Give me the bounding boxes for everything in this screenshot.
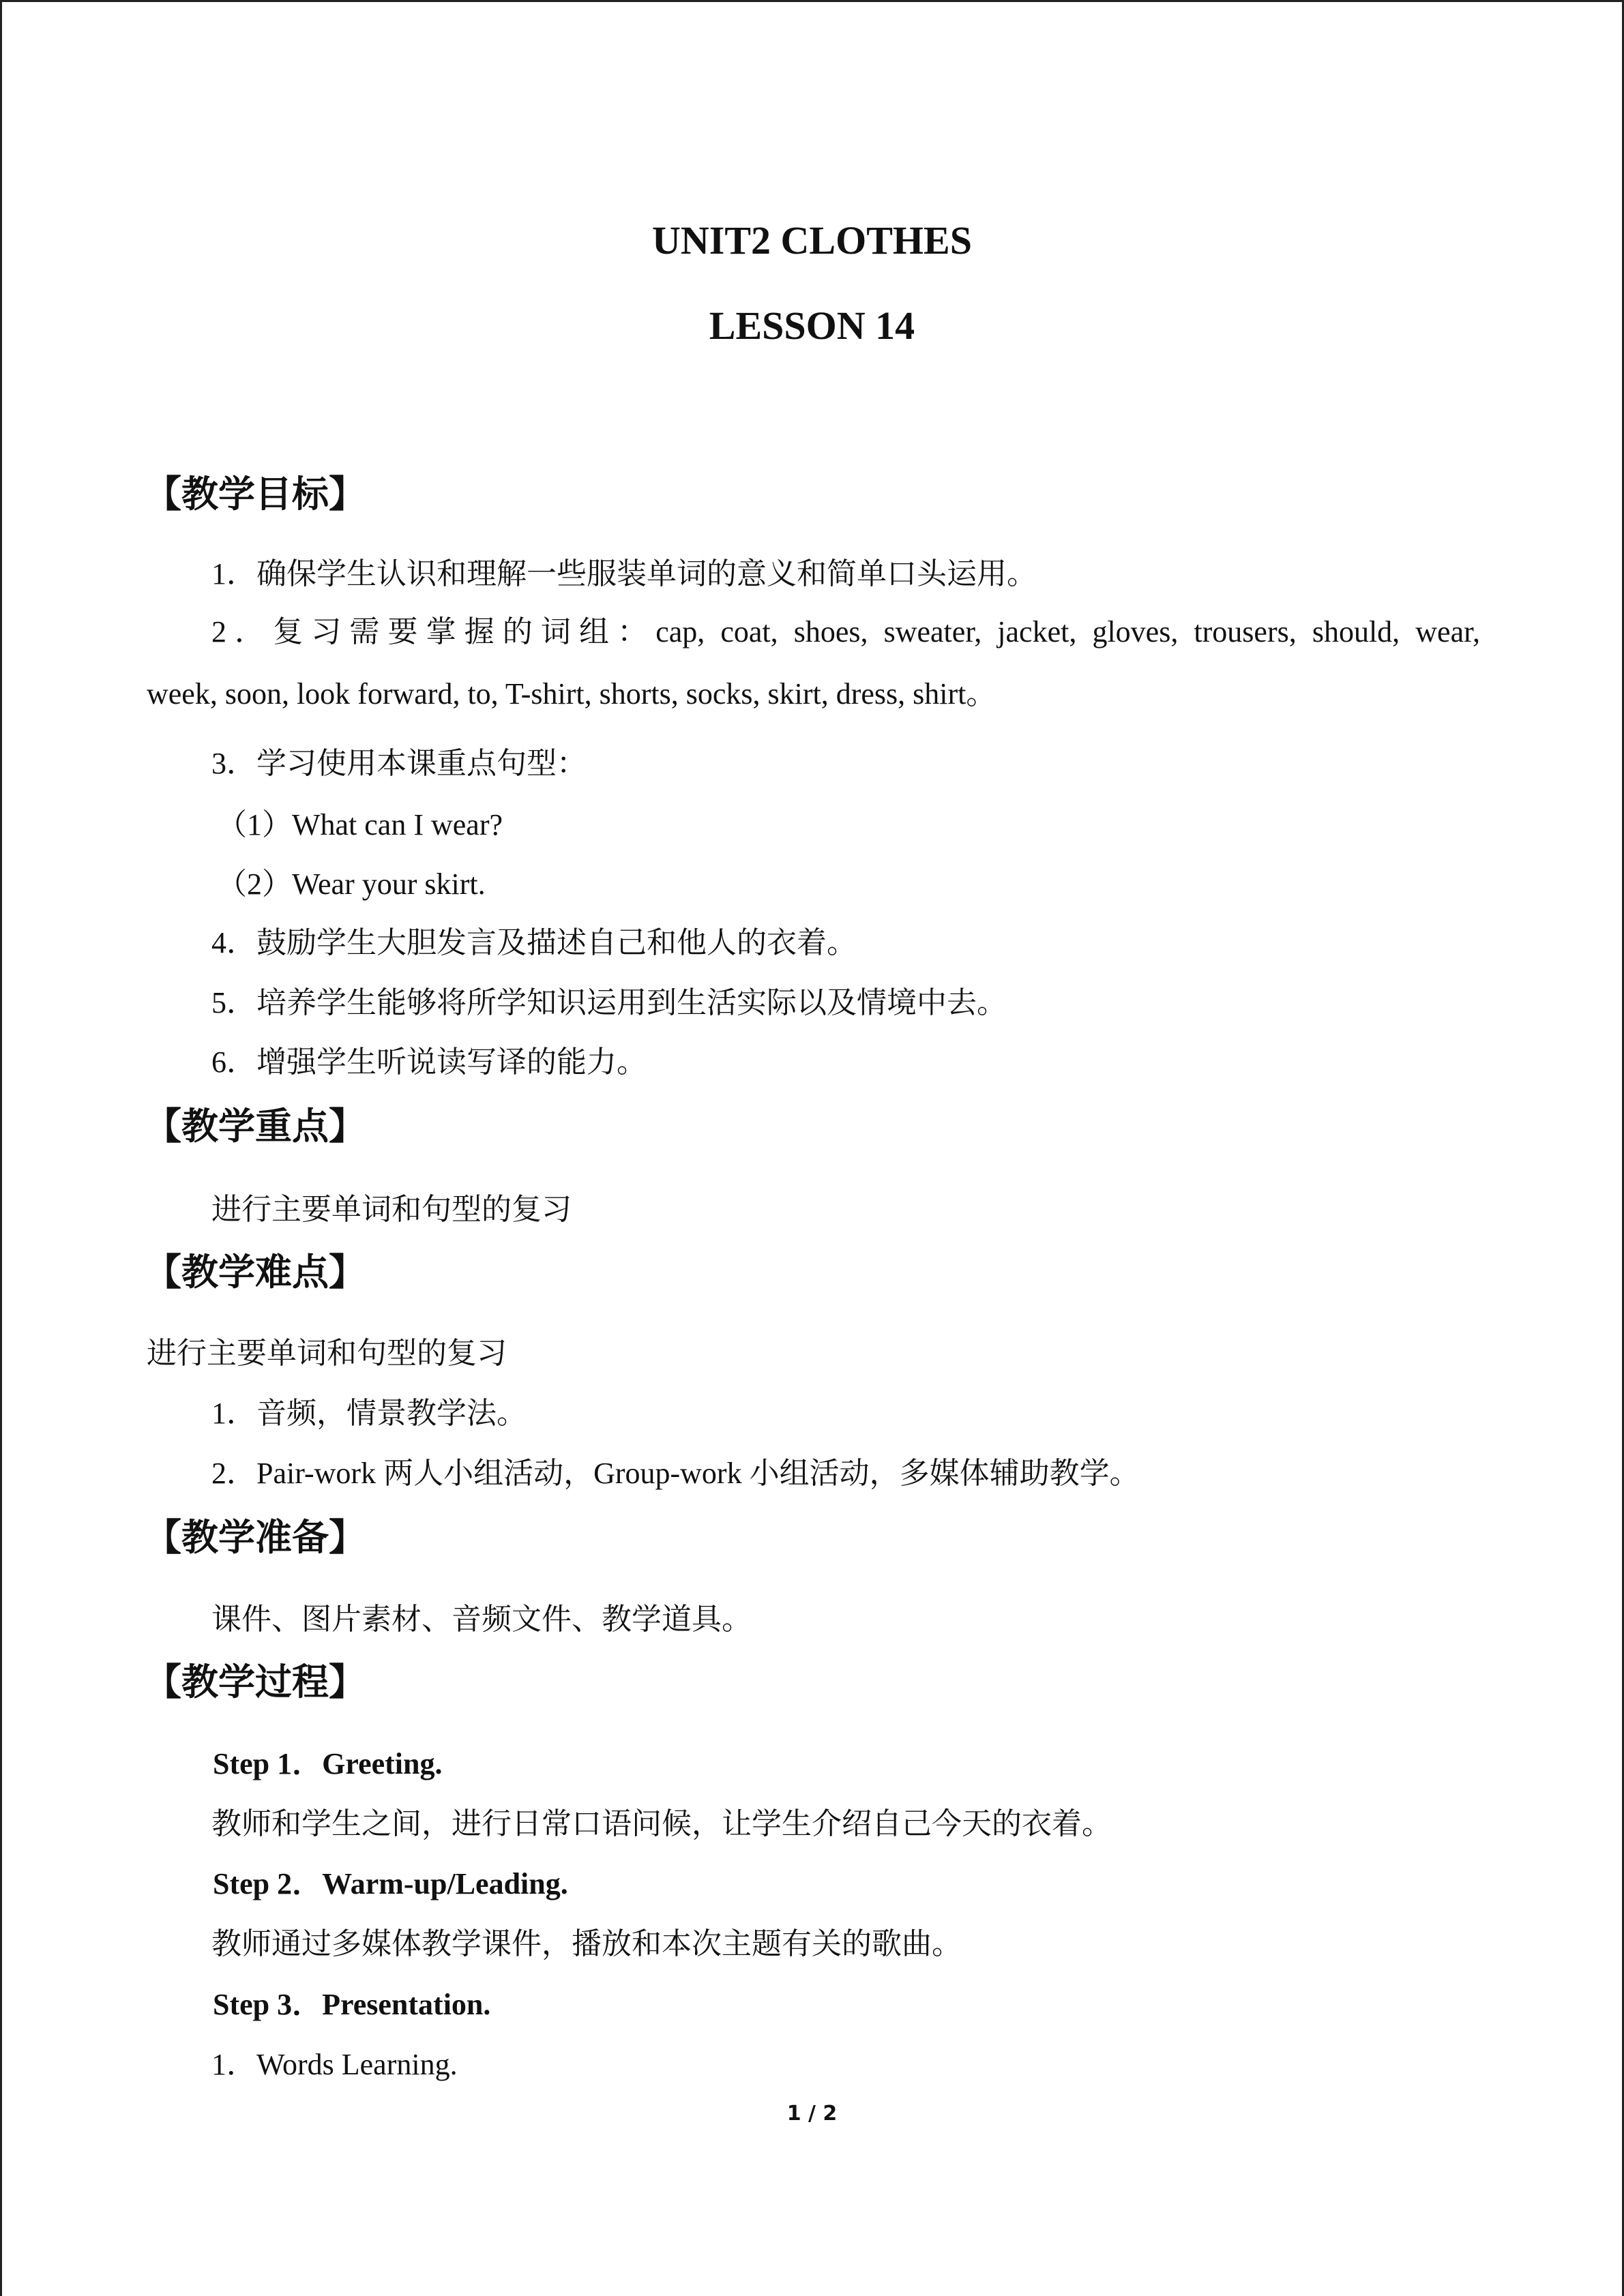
step-text: 1．Words Learning. bbox=[211, 2048, 458, 2081]
objective-item-continued: week, soon, look forward, to, T-shirt, shorts, socks, skirt, dress, shirt。 bbox=[147, 677, 996, 711]
page-number: 1 / 2 bbox=[786, 2102, 838, 2126]
objective-item: 4．鼓励学生大胆发言及描述自己和他人的衣着。 bbox=[211, 926, 857, 959]
section-heading-preparation: 【教学准备】 bbox=[145, 1516, 366, 1559]
difficulties-item: 2．Pair-work 两人小组活动，Group-work 小组活动，多媒体辅助教学。 bbox=[211, 1457, 1140, 1490]
section-heading-key-points: 【教学重点】 bbox=[145, 1105, 366, 1148]
document-title: UNIT2 CLOTHES bbox=[652, 218, 972, 263]
key-points-text: 进行主要单词和句型的复习 bbox=[211, 1193, 572, 1226]
objective-item: 1．确保学生认识和理解一些服装单词的意义和简单口头运用。 bbox=[211, 557, 1037, 591]
objective-item: 5．培养学生能够将所学知识运用到生活实际以及情境中去。 bbox=[211, 986, 1007, 1019]
step-title: Step 3．Presentation. bbox=[213, 1988, 491, 2021]
difficulties-text: 进行主要单词和句型的复习 bbox=[147, 1337, 507, 1370]
preparation-text: 课件、图片素材、音频文件、教学道具。 bbox=[211, 1602, 752, 1636]
difficulties-item: 1．音频，情景教学法。 bbox=[211, 1397, 527, 1430]
objective-sub-item: （2）Wear your skirt. bbox=[217, 867, 486, 901]
objective-item: 6．增强学生听说读写译的能力。 bbox=[211, 1045, 647, 1079]
objective-sub-item: （1）What can I wear? bbox=[217, 808, 503, 841]
section-heading-difficulties: 【教学难点】 bbox=[145, 1251, 366, 1294]
step-text: 教师通过多媒体教学课件，播放和本次主题有关的歌曲。 bbox=[211, 1927, 962, 1960]
section-heading-objectives: 【教学目标】 bbox=[145, 473, 366, 516]
objective-item: 2．复习需要掌握的词组：cap, coat, shoes, sweater, jacket, gloves, trousers, should, wear, bbox=[211, 615, 1480, 648]
section-heading-process: 【教学过程】 bbox=[145, 1660, 366, 1703]
step-title: Step 1．Greeting. bbox=[213, 1747, 443, 1780]
document-subtitle: LESSON 14 bbox=[709, 303, 915, 348]
objective-item: 3．学习使用本课重点句型： bbox=[211, 747, 587, 780]
step-text: 教师和学生之间，进行日常口语问候，让学生介绍自己今天的衣着。 bbox=[211, 1807, 1112, 1840]
step-title: Step 2．Warm-up/Leading. bbox=[213, 1867, 568, 1900]
